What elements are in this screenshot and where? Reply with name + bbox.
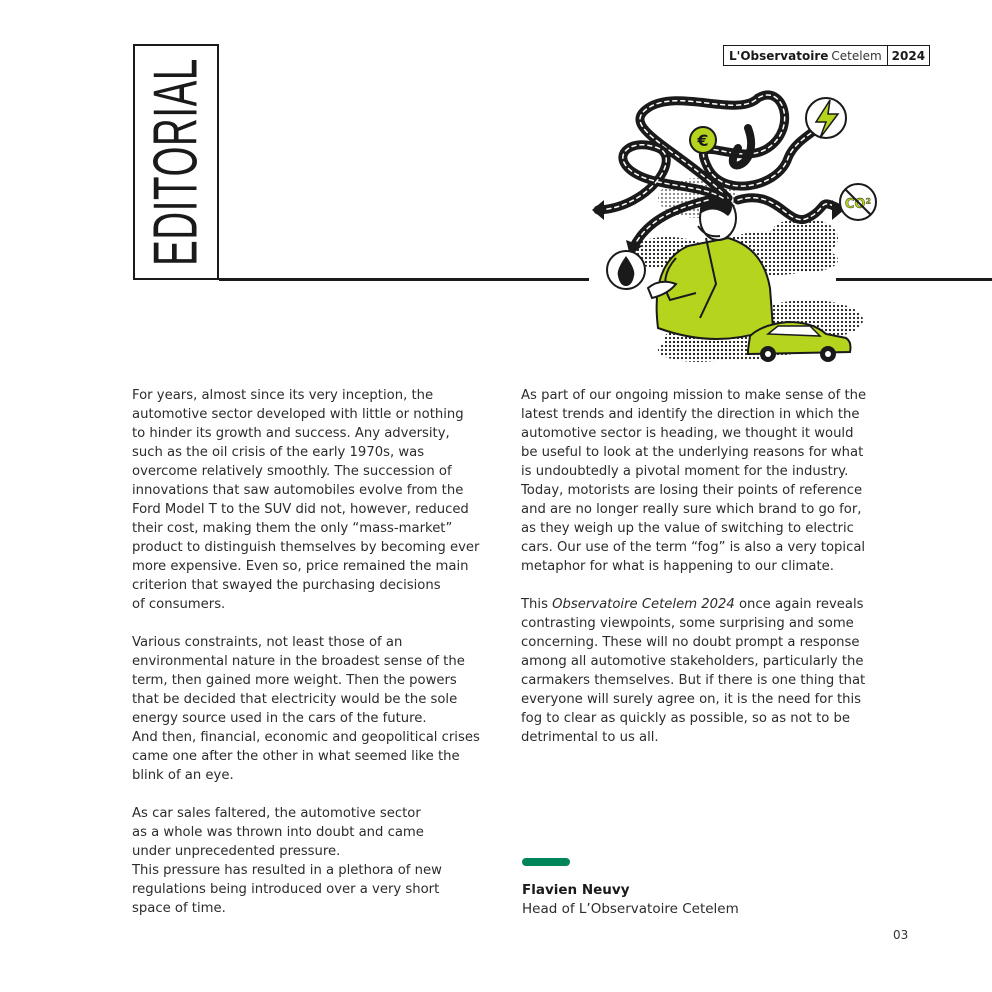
section-title-box [133,44,219,280]
body-column-right [521,386,893,766]
paragraph-prefix: This [521,597,553,612]
publication-title: Observatoire Cetelem 2024 [552,597,735,612]
no-co2-icon [840,184,876,220]
paragraph: For years, almost since its very inception, the automotive sector developed with little or nothing to hinder its growth and success. Any adversity, such as the oil crisis of the early 1970s, was overcome relatively smoothly. The succession of innovations that saw automobiles evolve from the Ford Model T to the SUV did not, however, reduced their cost, making them the only “mass-market” product to distinguish themselves by becoming ever more expensive. Even so, price remained the main criterion that swayed the purchasing decisions of consumers. [132,388,480,612]
editorial-illustration [588,88,878,370]
section-title: EDITORIAL [141,58,211,266]
brand-tag [723,45,930,66]
brand-name [724,46,887,65]
svg-text:CO²: CO² [844,197,872,212]
body-column-left [132,386,504,937]
header-rule-left [219,278,589,281]
lightning-icon [806,98,846,138]
fuel-drop-icon [607,251,645,289]
author-role: Head of L’Observatoire Cetelem [522,901,739,917]
brand-bold: L'Observatoire [729,48,829,63]
paragraph-rest: once again reveals contrasting viewpoints, some surprising and some concerning. These will no doubt prompt a response among all automotive stakeholders, particularly the carmakers themselves. But if there is one thing that everyone will surely agree on, it is the need for this fog to clear as quickly as possible, so as not to be detrimental to us all. [521,597,866,745]
paragraph: As car sales faltered, the automotive sector as a whole was thrown into doubt and came under unprecedented pressure. This pressure has resulted in a plethora of new regulations being introduced over a very short space of time. [132,806,442,916]
svg-text:€: € [697,131,709,150]
signature-accent-bar [522,858,570,866]
brand-light: Cetelem [831,48,882,63]
paragraph [521,595,893,747]
page-number: 03 [893,928,909,942]
brand-year: 2024 [887,46,929,65]
paragraph: Various constraints, not least those of an environmental nature in the broadest sense of the term, then gained more weight. Then the powers that be decided that electricity would be the sole energy source used in the cars of the future. And then, financial, economic and geopolitical crises came one after the other in what seemed like the blink of an eye. [132,635,480,783]
euro-icon [690,127,716,153]
paragraph: As part of our ongoing mission to make sense of the latest trends and identify the direction in which the automotive sector is heading, we thought it would be useful to look at the underlying reasons for what is undoubtedly a pivotal moment for the industry. Today, motorists are losing their points of reference and are no longer really sure which brand to go for, as they weigh up the value of switching to electric cars. Our use of the term “fog” is also a very topical metaphor for what is happening to our climate. [521,388,867,574]
author-name: Flavien Neuvy [522,882,630,898]
